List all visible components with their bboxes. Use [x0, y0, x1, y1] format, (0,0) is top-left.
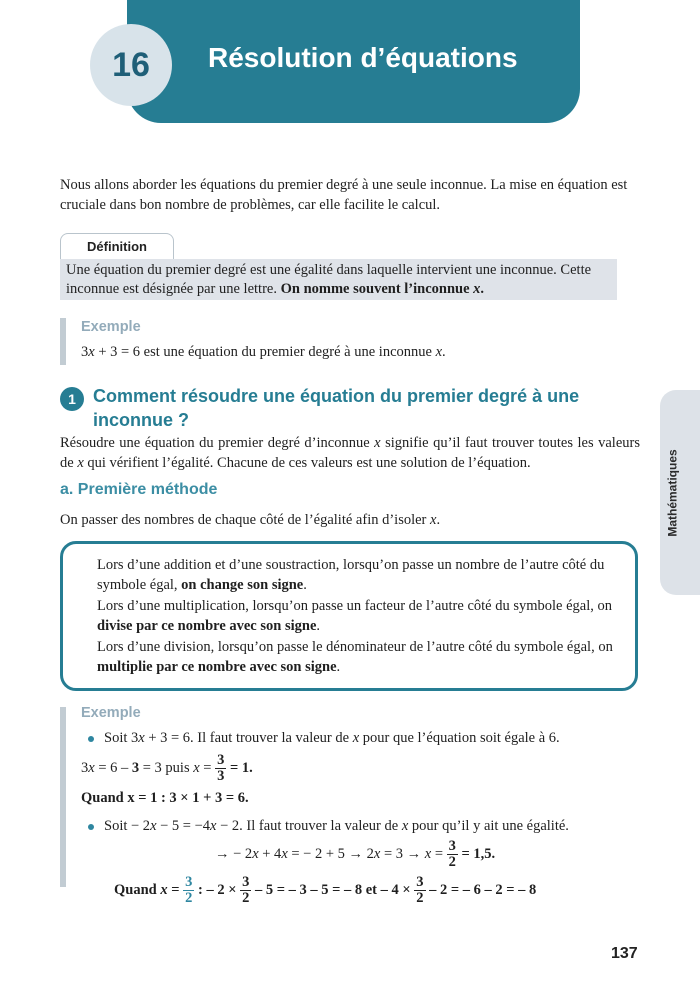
subsection-paragraph: On passer des nombres de chaque côté de l’égalité afin d’isoler x.	[60, 512, 441, 528]
intro-paragraph: Nous allons aborder les équations du premier degré à une seule inconnue. La mise en équation est cruciale dans bon nombre de problèmes, car elle facilite le calcul.	[60, 177, 628, 213]
example-check: Quand x = 1 : 3 × 1 + 3 = 6.	[81, 790, 249, 806]
section-number: 1	[60, 387, 84, 411]
chapter-number: 16	[90, 24, 172, 106]
fraction: $\frac{3}{3}$	[217, 752, 225, 785]
side-tab-label: Mathématiques	[666, 448, 681, 537]
example-equation: 3x = 6 – 3 = 3 puis x = $\frac{3}{3}$ = 1.	[81, 752, 253, 785]
example-equation: → − 2x + 4x = − 2 + 5 → 2x = 3 → x = $\frac{3}{2}$ = 1,5.	[215, 838, 496, 871]
definition-emphasis: On nomme souvent l’inconnue	[280, 281, 470, 297]
example-bar	[60, 707, 66, 887]
page-number: 137	[611, 945, 638, 962]
definition-text: Une équation du premier degré est une égalité dans laquelle intervient une inconnue. Cette inconnue est désignée par une lettre.	[66, 262, 592, 297]
example-bullet: Soit 3x + 3 = 6. Il faut trouver la valeur de x pour que l’équation soit égale à 6.	[88, 728, 560, 748]
rule-item: Lors d’une addition et d’une soustraction, lorsqu’on passe un nombre de l’autre côté du symbole égal, on change son signe.	[97, 557, 605, 593]
example-text: 3x + 3 = 6 est une équation du premier degré à une inconnue x.	[81, 344, 446, 360]
chapter-title: Résolution d’équations	[208, 42, 518, 73]
subsection-title: a. Première méthode	[60, 481, 218, 498]
rules-box	[60, 541, 638, 691]
example-final-check: Quand x = $\frac{3}{2}$ : – 2 × $\frac{3}{2}$ – 5 = – 3 – 5 = – 8 et – 4 × $\frac{3}{2}$ – 2 = – 6 – 2 = – 8	[114, 874, 537, 907]
example-label: Exemple	[81, 705, 141, 721]
example-bullet: Soit − 2x − 5 = −4x − 2. Il faut trouver la valeur de x pour qu’il y ait une égalité.	[88, 816, 569, 836]
fraction: $\frac{3}{2}$	[185, 874, 193, 907]
fraction: $\frac{3}{2}$	[242, 874, 250, 907]
fraction: $\frac{3}{2}$	[416, 874, 424, 907]
rule-item: Lors d’une division, lorsqu’on passe le dénominateur de l’autre côté du symbole égal, on multiplie par ce nombre avec son signe.	[97, 639, 613, 675]
example-bar	[60, 318, 66, 365]
bullet-icon	[88, 736, 94, 742]
example-label: Exemple	[81, 319, 141, 335]
fraction: $\frac{3}{2}$	[448, 838, 456, 871]
section-title: Comment résoudre une équation du premier degré à une inconnue ?	[93, 386, 580, 430]
bullet-icon	[88, 824, 94, 830]
definition-box: Une équation du premier degré est une égalité dans laquelle intervient une inconnue. Cette inconnue est désignée par une lettre. On nomme souvent l’inconnue x.	[60, 259, 617, 300]
section-paragraph: Résoudre une équation du premier degré d’inconnue x signifie qu’il faut trouver toutes les valeurs de x qui vérifient l’égalité. Chacune de ces valeurs est une solution de l’équation.	[60, 435, 640, 471]
definition-label: Définition	[60, 233, 174, 259]
side-tab[interactable]	[660, 390, 700, 595]
rule-item: Lors d’une multiplication, lorsqu’on passe un facteur de l’autre côté du symbole égal, on divise par ce nombre avec son signe.	[97, 598, 613, 634]
